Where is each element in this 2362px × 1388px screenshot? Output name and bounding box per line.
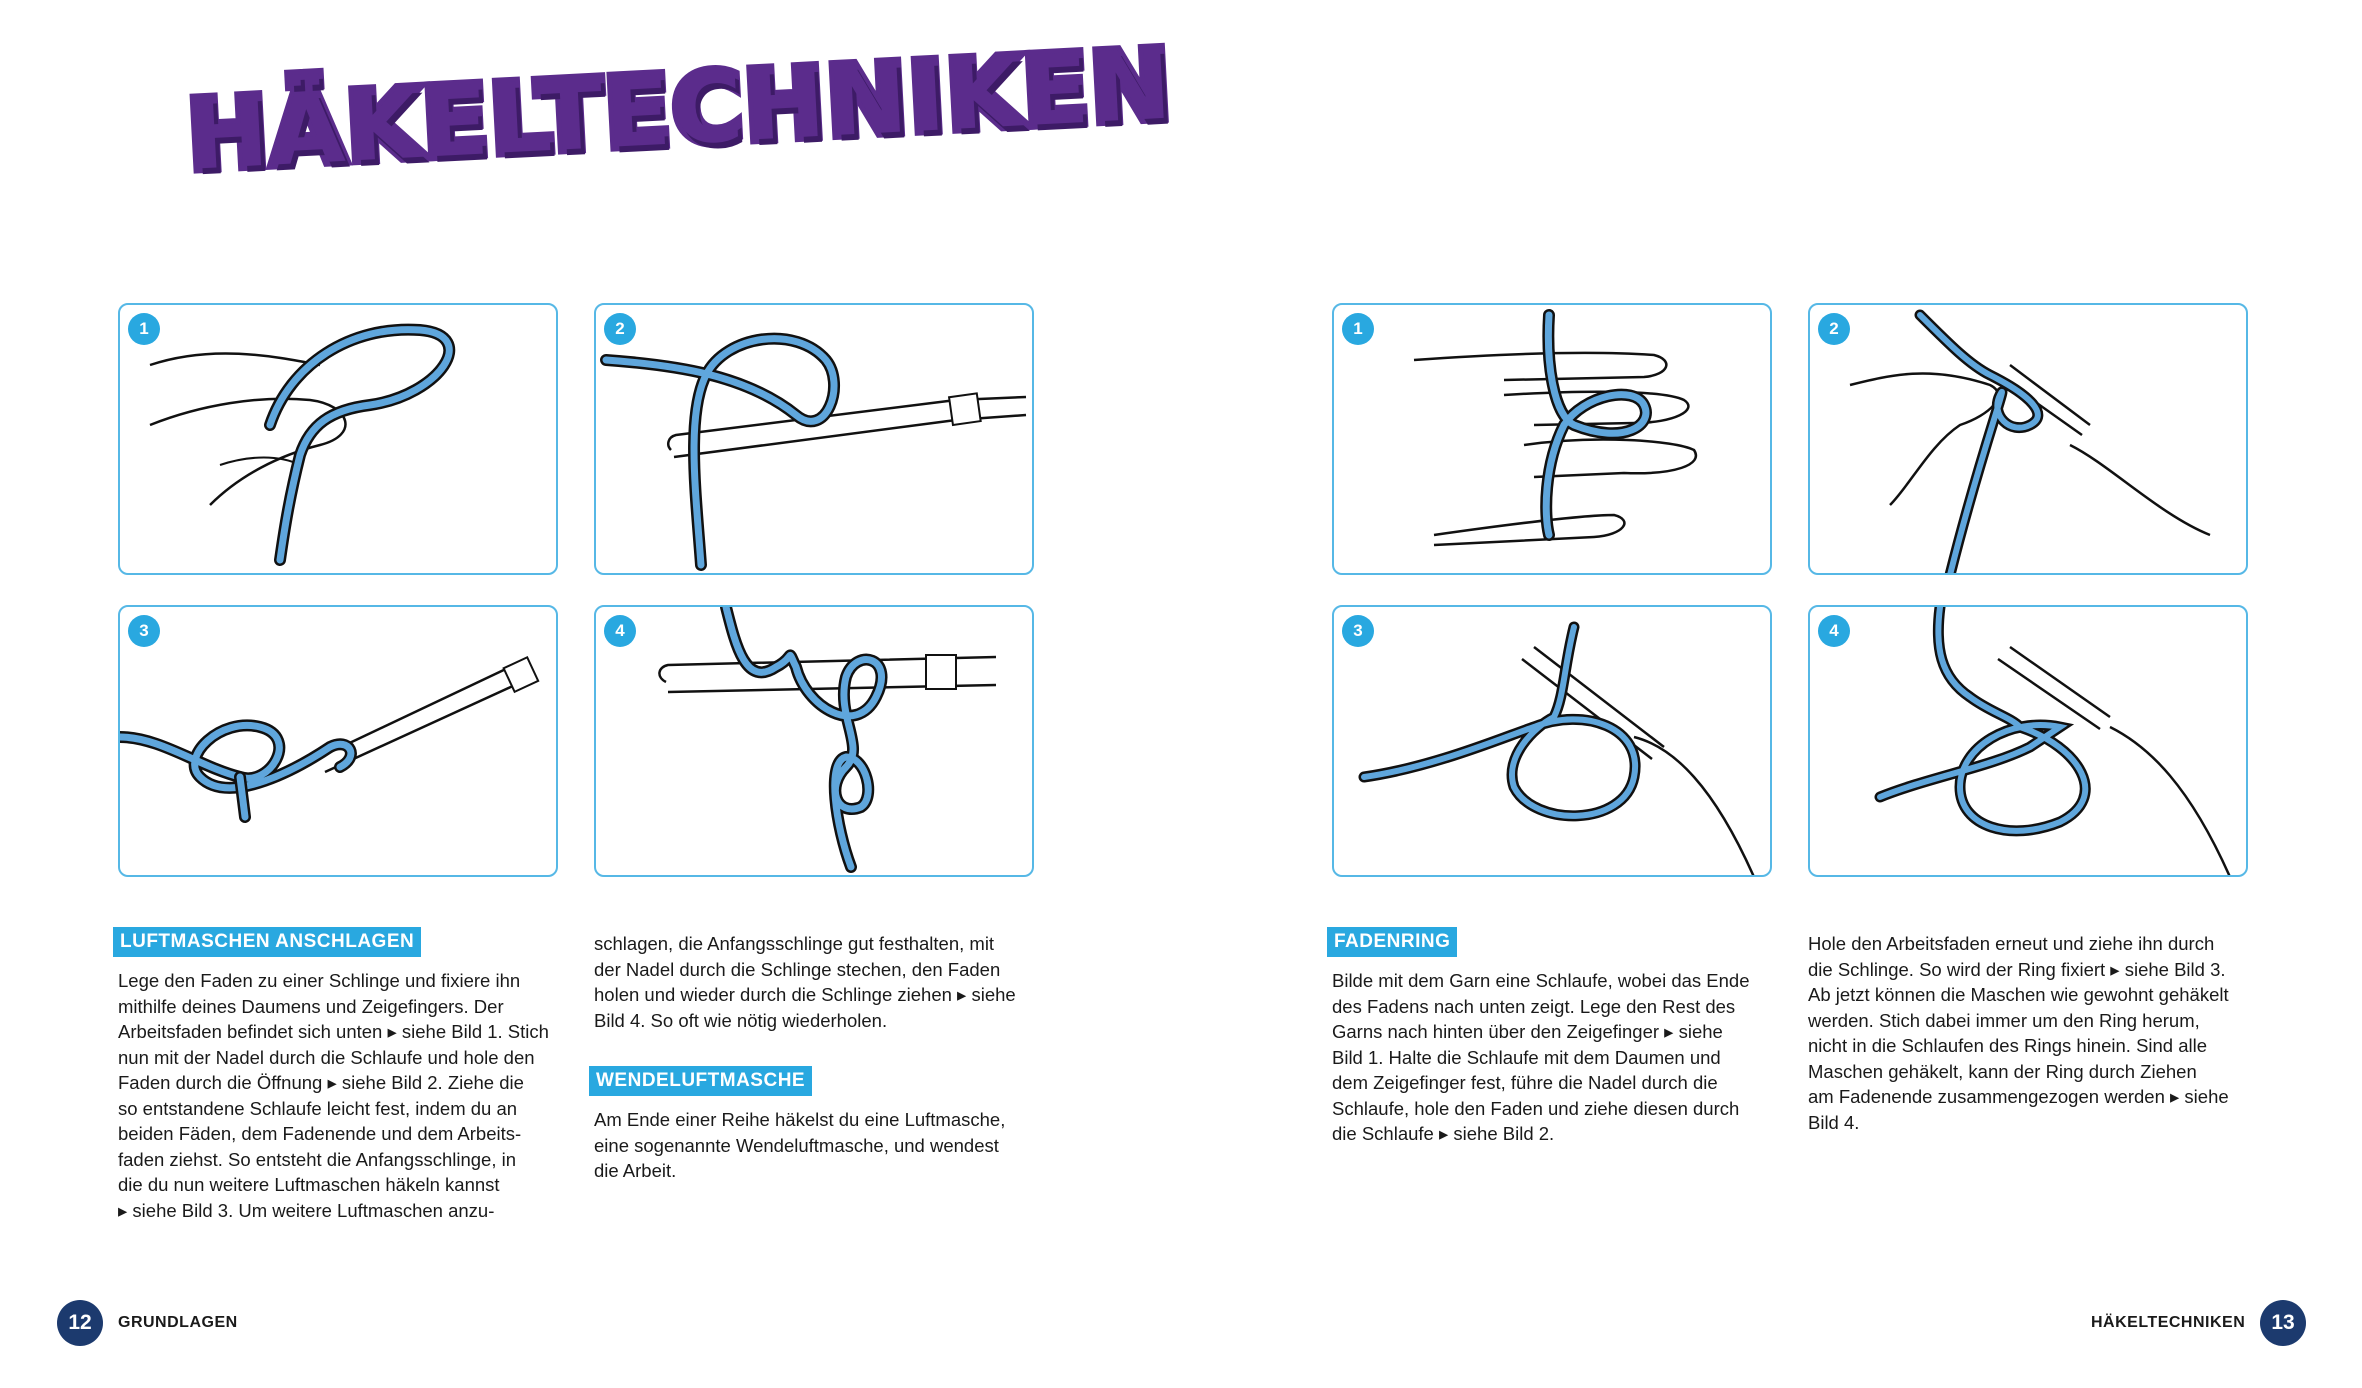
page-number-right: 13 [2260,1300,2306,1346]
text-line: Garns nach hinten über den Zeigefinger ▸ siehe [1332,1021,1723,1042]
text-line: holen und wieder durch die Schlinge ziehen ▸ siehe [594,984,1016,1005]
illustration-panel-right-4 [1808,605,2248,877]
finger-loop-illustration [1334,305,1772,575]
text-line: am Fadenende zusammengezogen werden ▸ siehe [1808,1086,2229,1107]
text-line: des Fadens nach unten zeigt. Lege den Rest des [1332,995,1736,1017]
section-heading-fadenring: FADENRING [1327,927,1457,957]
illustration-panel-right-1 [1332,303,1772,575]
text-wendeluftmasche [594,1107,1039,1184]
page-title: HÄKELTECHNIKEN [185,28,1176,192]
text-line: Schlaufe, hole den Faden und ziehe diesen durch [1332,1097,1740,1119]
chain-stitch-illustration [596,607,1034,877]
text-line: Arbeitsfaden befindet sich unten ▸ siehe Bild 1. Stich [118,1021,549,1042]
section-heading-wendeluftmasche: WENDELUFTMASCHE [589,1066,812,1096]
text-line: Am Ende einer Reihe häkelst du eine Luftmasche, [594,1109,1006,1130]
step-badge: 3 [128,615,160,647]
text-line: mithilfe deines Daumens und Zeigefingers. Der [118,995,504,1017]
text-line: faden ziehst. So entsteht die Anfangsschlinge, in [118,1148,517,1170]
illustration-panel-left-2 [594,303,1034,575]
illustration-panel-right-3 [1332,605,1772,877]
text-line: so entstandene Schlaufe leicht fest, indem du an [118,1097,518,1119]
text-line: nun mit der Nadel durch die Schlaufe und hole den [118,1046,535,1068]
text-line: Bild 1. Halte die Schlaufe mit dem Daumen und [1332,1046,1721,1068]
text-luftmaschen [118,968,563,1223]
text-luftmaschen-continued [594,931,1039,1033]
text-line: der Nadel durch die Schlinge stechen, den Faden [594,958,1001,980]
step-badge: 4 [604,615,636,647]
step-badge: 4 [1818,615,1850,647]
text-line: Lege den Faden zu einer Schlinge und fixiere ihn [118,970,521,991]
page-number-left: 12 [57,1300,103,1346]
step-badge: 1 [128,313,160,345]
illustration-panel-right-2 [1808,303,2248,575]
text-line: Faden durch die Öffnung ▸ siehe Bild 2. Ziehe die [118,1072,524,1093]
hand-loop-illustration [120,305,558,575]
text-line: die Arbeit. [594,1160,677,1181]
step-badge: 2 [1818,313,1850,345]
illustration-panel-left-4 [594,605,1034,877]
text-line: Bild 4. So oft wie nötig wiederholen. [594,1009,888,1031]
slip-knot-illustration [120,607,558,877]
text-line: die Schlaufe ▸ siehe Bild 2. [1332,1123,1555,1144]
hook-through-loop-illustration [596,305,1034,575]
text-line: die du nun weitere Luftmaschen häkeln kannst [118,1174,500,1195]
step-badge: 1 [1342,313,1374,345]
footer-label-right: HÄKELTECHNIKEN [2091,1314,2246,1331]
text-line: dem Zeigefinger fest, führe die Nadel durch die [1332,1072,1718,1093]
ring-fixed-illustration [1334,607,1772,877]
illustration-panel-left-1 [118,303,558,575]
text-line: Bilde mit dem Garn eine Schlaufe, wobei das Ende [1332,970,1750,991]
text-line: nicht in die Schlaufen des Rings hinein. Sind alle [1808,1035,2208,1056]
text-line: Maschen gehäkelt, kann der Ring durch Ziehen [1808,1060,2197,1082]
text-fadenring-continued [1808,931,2253,1135]
text-line: Hole den Arbeitsfaden erneut und ziehe ihn durch [1808,933,2215,954]
ring-stitches-illustration [1810,607,2248,877]
text-fadenring [1332,968,1777,1147]
text-line: Ab jetzt können die Maschen wie gewohnt gehäkelt [1808,984,2229,1005]
text-line: Bild 4. [1808,1111,1860,1133]
text-line: beiden Fäden, dem Fadenende und dem Arbeits- [118,1123,522,1144]
magic-ring-start-illustration [1810,305,2248,575]
page-title-wrap [185,28,1176,191]
illustration-panel-left-3 [118,605,558,877]
step-badge: 3 [1342,615,1374,647]
text-line: werden. Stich dabei immer um den Ring herum, [1808,1009,2200,1031]
section-heading-luftmaschen: LUFTMASCHEN ANSCHLAGEN [113,927,421,957]
step-badge: 2 [604,313,636,345]
text-line: eine sogenannte Wendeluftmasche, und wendest [594,1134,999,1156]
text-line: ▸ siehe Bild 3. Um weitere Luftmaschen anzu- [118,1199,495,1221]
footer-label-left: GRUNDLAGEN [118,1314,238,1331]
text-line: schlagen, die Anfangsschlinge gut festhalten, mit [594,933,995,954]
text-line: die Schlinge. So wird der Ring fixiert ▸ siehe Bild 3. [1808,958,2226,980]
